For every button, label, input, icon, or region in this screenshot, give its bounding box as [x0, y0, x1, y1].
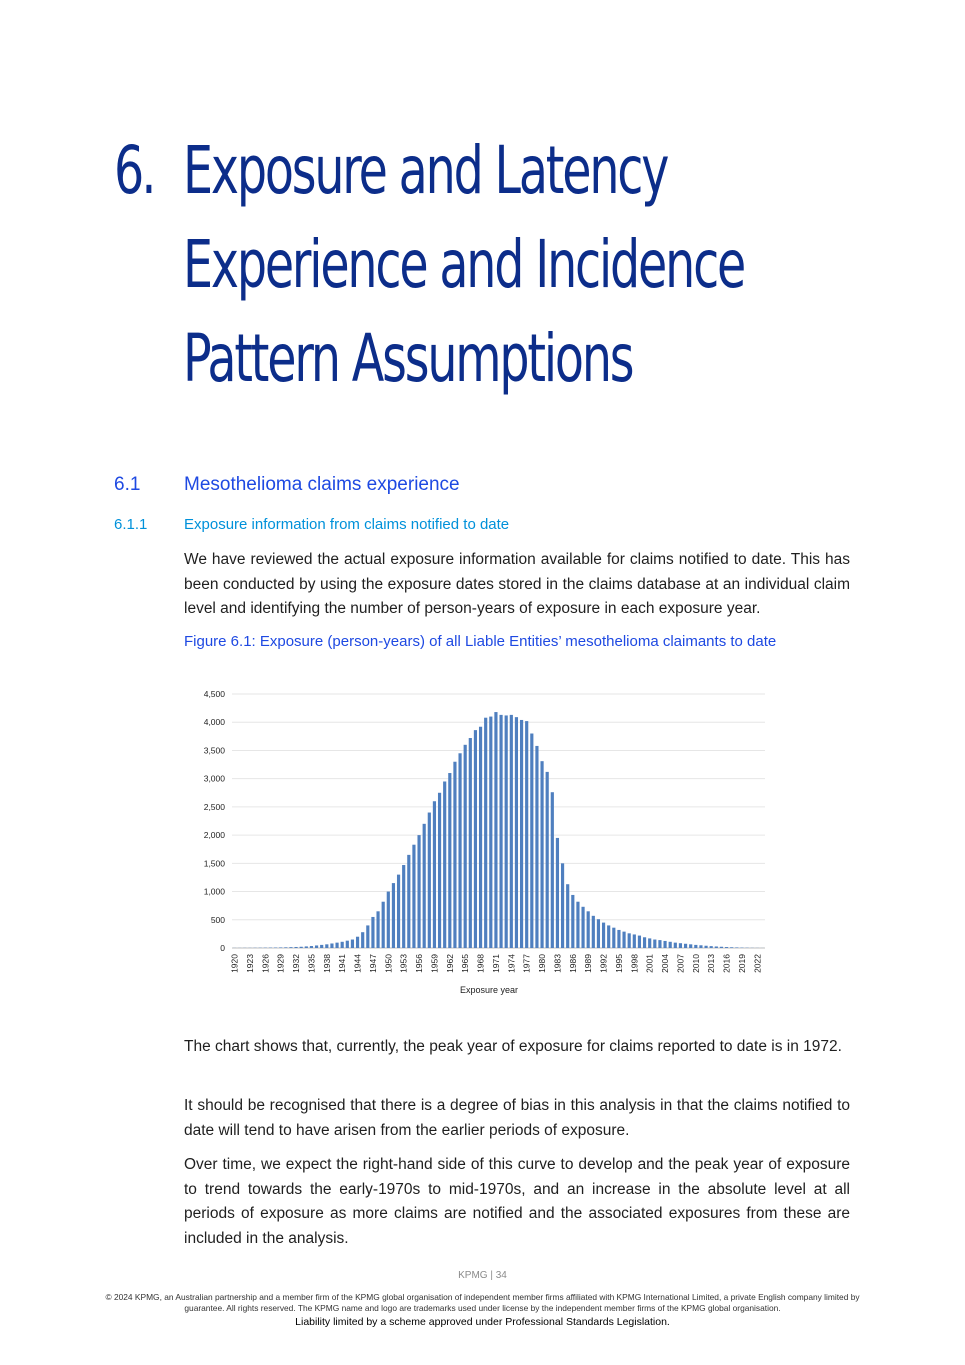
x-tick-label: 1935 — [306, 954, 317, 973]
x-tick-label: 1938 — [321, 954, 332, 973]
bar-1998 — [633, 934, 636, 948]
y-tick-label: 4,000 — [203, 717, 225, 728]
footer-liability: Liability limited by a scheme approved under Professional Standards Legislation. — [295, 1316, 670, 1328]
bar-1963 — [453, 762, 456, 948]
chart-x-tick-labels — [230, 954, 763, 973]
bar-2000 — [643, 937, 646, 948]
bar-1965 — [464, 745, 467, 948]
bar-1930 — [284, 947, 287, 948]
y-tick-label: 2,500 — [203, 801, 225, 812]
intro-paragraph: We have reviewed the actual exposure information available for claims notified to date. This has been conducted by using the exposure dates stored in the claims database at an individual claim level and identifying the number of person-years of exposure in each exposure year. — [184, 551, 850, 617]
bar-1964 — [458, 753, 461, 948]
bar-1967 — [474, 730, 477, 948]
y-tick-label: 1,500 — [203, 858, 225, 869]
bar-1948 — [376, 911, 379, 948]
bar-1970 — [489, 717, 492, 948]
bar-1950 — [387, 892, 390, 948]
bar-1935 — [310, 946, 313, 948]
bar-1946 — [366, 925, 369, 948]
bar-1968 — [479, 727, 482, 948]
footer-copyright: © 2024 KPMG, an Australian partnership and a member firm of the KPMG global organisation of independent member firms affiliated with KPMG International Limited, a private English company limited by guarantee. All rights reserved. The KPMG name and logo are trademarks used under license by the independent member firms of the KPMG global organisation. — [105, 1292, 860, 1313]
bar-1980 — [540, 761, 543, 948]
subsection-title: Exposure information from claims notified to date — [184, 516, 510, 533]
bar-2014 — [715, 946, 718, 948]
x-tick-label: 1944 — [352, 954, 363, 973]
x-tick-label: 1968 — [475, 954, 486, 973]
bar-1936 — [315, 945, 318, 948]
y-tick-label: 2,000 — [203, 830, 225, 841]
bar-1995 — [617, 930, 620, 948]
bar-1939 — [330, 943, 333, 948]
bar-1947 — [371, 917, 374, 948]
x-tick-label: 1986 — [567, 954, 578, 973]
bar-1997 — [628, 933, 631, 948]
x-tick-label: 2001 — [644, 954, 655, 973]
bar-1945 — [361, 932, 364, 948]
bar-1966 — [469, 738, 472, 948]
bar-2016 — [725, 947, 728, 948]
bar-2005 — [669, 942, 672, 948]
x-tick-label: 1995 — [613, 954, 624, 973]
bar-1953 — [402, 865, 405, 948]
x-tick-label: 1923 — [244, 954, 255, 973]
x-tick-label: 1959 — [429, 954, 440, 973]
heading-line-1: Exposure and Latency — [183, 132, 668, 209]
y-tick-label: 0 — [220, 943, 225, 953]
bar-1972 — [499, 715, 502, 948]
bar-1976 — [520, 720, 523, 948]
heading-line-3: Pattern Assumptions — [183, 320, 633, 397]
section-title: Mesothelioma claims experience — [184, 474, 460, 495]
bar-1990 — [592, 916, 595, 948]
x-tick-label: 1980 — [537, 954, 548, 973]
bar-2017 — [730, 947, 733, 948]
bar-1955 — [412, 845, 415, 948]
bar-1986 — [571, 895, 574, 948]
exposure-bar-chart — [180, 680, 780, 1000]
bar-2015 — [720, 947, 723, 948]
bar-2011 — [699, 945, 702, 948]
conclusion-paragraph-2: It should be recognised that there is a degree of bias in this analysis in that the claims notified to date will tend to have arisen from the earlier periods of exposure. — [184, 1097, 850, 1139]
conclusion-paragraph-1: The chart shows that, currently, the peak year of exposure for claims reported to date is in 1972. — [184, 1038, 842, 1055]
bar-1932 — [294, 947, 297, 948]
bar-1993 — [607, 925, 610, 948]
bar-1938 — [325, 944, 328, 948]
bar-1981 — [546, 772, 549, 948]
x-tick-label: 1983 — [552, 954, 563, 973]
bar-1973 — [505, 715, 508, 948]
bar-1971 — [494, 712, 497, 948]
x-tick-label: 1974 — [506, 954, 517, 973]
x-tick-label: 2016 — [721, 954, 732, 973]
x-tick-label: 1929 — [275, 954, 286, 973]
bar-1941 — [341, 942, 344, 948]
bar-1996 — [622, 932, 625, 948]
bar-1934 — [305, 946, 308, 948]
bar-1959 — [433, 801, 436, 948]
bar-1956 — [417, 835, 420, 948]
x-tick-label: 1953 — [398, 954, 409, 973]
bar-1984 — [561, 863, 564, 948]
bar-1958 — [428, 813, 431, 948]
bar-1929 — [279, 947, 282, 948]
bar-1987 — [576, 902, 579, 948]
bar-1962 — [448, 773, 451, 948]
bar-2013 — [710, 946, 713, 948]
bar-1951 — [392, 883, 395, 948]
bar-1940 — [335, 943, 338, 948]
bar-2001 — [648, 938, 651, 948]
x-tick-label: 1989 — [583, 954, 594, 973]
bar-2002 — [653, 940, 656, 948]
chart-bars — [233, 712, 764, 948]
bar-1977 — [525, 721, 528, 948]
x-tick-label: 2013 — [706, 954, 717, 973]
bar-1985 — [566, 884, 569, 948]
x-tick-label: 1947 — [367, 954, 378, 973]
bar-1992 — [602, 923, 605, 948]
bar-1961 — [443, 781, 446, 948]
bar-1982 — [551, 792, 554, 948]
x-tick-label: 1941 — [337, 954, 348, 973]
x-tick-label: 1992 — [598, 954, 609, 973]
heading-line-2: Experience and Incidence — [183, 226, 745, 303]
x-tick-label: 2007 — [675, 954, 686, 973]
x-tick-label: 2019 — [736, 954, 747, 973]
y-tick-label: 4,500 — [203, 689, 225, 699]
footer-page-number: KPMG | 34 — [458, 1270, 507, 1281]
bar-1978 — [530, 734, 533, 948]
bar-2006 — [674, 943, 677, 948]
bar-1999 — [638, 936, 641, 948]
bar-1949 — [382, 902, 385, 948]
x-tick-label: 2010 — [690, 954, 701, 973]
bar-1983 — [556, 838, 559, 948]
conclusion-paragraph-3: Over time, we expect the right-hand side of this curve to develop and the peak year of exposure to trend towards the early-1970s to mid-1970s, and an increase in the absolute level at all periods of exposure as more claims are notified and the associated exposures from these are included in the analysis. — [184, 1156, 850, 1247]
bar-1969 — [484, 718, 487, 948]
heading-number: 6. — [114, 132, 154, 209]
y-tick-label: 3,000 — [203, 773, 225, 784]
bar-1942 — [346, 941, 349, 948]
x-tick-label: 1920 — [229, 954, 240, 973]
bar-2008 — [684, 944, 687, 948]
y-tick-label: 3,500 — [203, 745, 225, 756]
x-tick-label: 1926 — [260, 954, 271, 973]
bar-2004 — [663, 941, 666, 948]
x-tick-label: 1971 — [490, 954, 501, 973]
bar-1994 — [612, 928, 615, 948]
bar-2012 — [704, 946, 707, 948]
x-tick-label: 1965 — [460, 954, 471, 973]
y-tick-label: 500 — [210, 914, 225, 925]
bar-1931 — [289, 947, 292, 948]
bar-1991 — [597, 919, 600, 948]
x-tick-label: 1950 — [383, 954, 394, 973]
bar-1960 — [438, 793, 441, 948]
bar-1975 — [515, 717, 518, 948]
bar-1974 — [510, 715, 513, 948]
x-tick-label: 1962 — [444, 954, 455, 973]
bar-1989 — [587, 911, 590, 948]
chart-x-axis-label: Exposure year — [459, 985, 519, 995]
section-number: 6.1 — [114, 474, 141, 495]
bar-1957 — [423, 824, 426, 948]
bar-1933 — [300, 947, 303, 948]
bar-1943 — [351, 940, 354, 948]
bar-1988 — [581, 907, 584, 948]
subsection-number: 6.1.1 — [114, 516, 148, 533]
bar-2010 — [694, 945, 697, 948]
bar-1937 — [320, 945, 323, 948]
x-tick-label: 1977 — [521, 954, 532, 973]
bar-1944 — [356, 937, 359, 948]
x-tick-label: 1932 — [291, 954, 302, 973]
figure-caption: Figure 6.1: Exposure (person-years) of all Liable Entities’ mesothelioma claimants to date — [184, 633, 777, 650]
bar-2018 — [735, 947, 738, 948]
bar-2003 — [658, 940, 661, 948]
bar-2009 — [689, 944, 692, 948]
bar-2007 — [679, 943, 682, 948]
bar-1979 — [535, 746, 538, 948]
x-tick-label: 2004 — [660, 954, 671, 973]
y-tick-label: 1,000 — [203, 886, 225, 897]
chart-gridlines — [232, 694, 765, 948]
chart-y-tick-labels — [204, 689, 226, 953]
x-tick-label: 2022 — [752, 954, 763, 973]
x-tick-label: 1956 — [414, 954, 425, 973]
x-tick-label: 1998 — [629, 954, 640, 973]
bar-1954 — [407, 855, 410, 948]
bar-1952 — [397, 875, 400, 948]
